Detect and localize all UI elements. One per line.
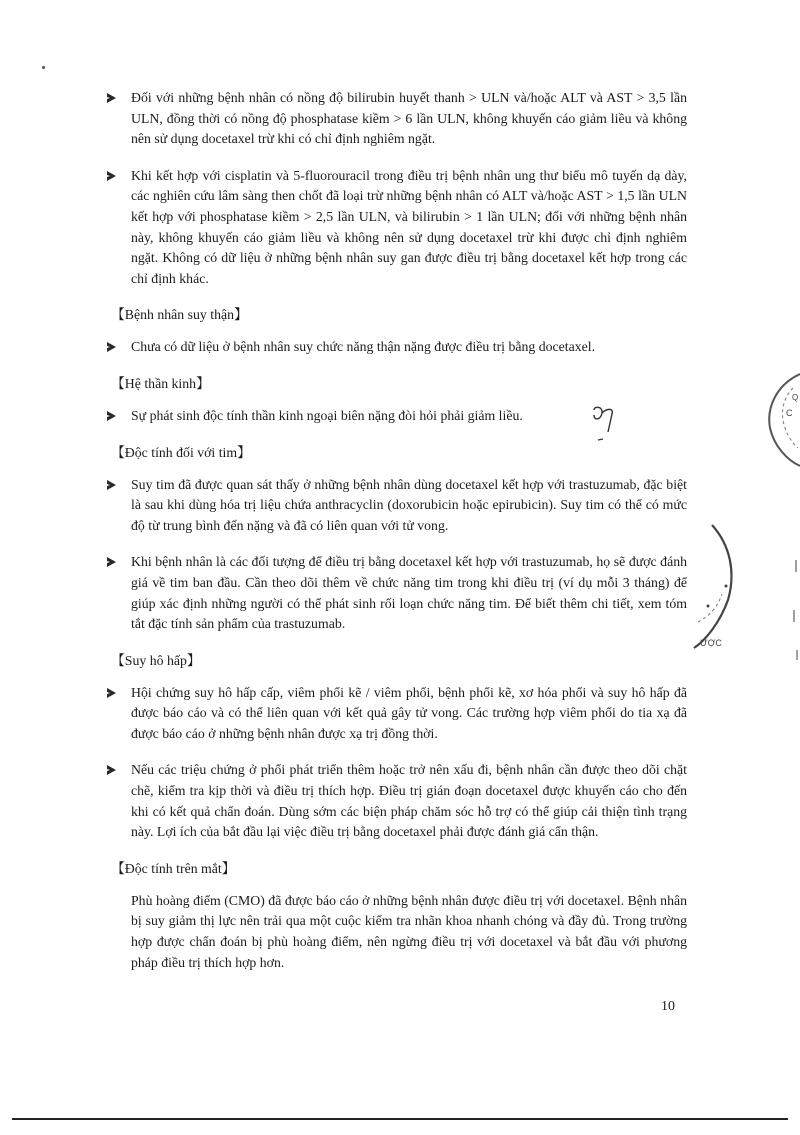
section-heading-respiratory: 【Suy hô hấp】 [111, 652, 201, 668]
section-heading-ocular: 【Độc tính trên mắt】 [111, 860, 236, 876]
bullet-text: Hội chứng suy hô hấp cấp, viêm phổi kẽ / viêm phổi, bệnh phổi kẽ, xơ hóa phổi và suy hô hấp đã được báo cáo và có thể liên quan với kết quả gây tử vong. Các trường hợp viêm phổi do tia xạ đã được báo cáo ở những bệnh nhân được xạ trị đồng thời. [131, 684, 687, 741]
svg-text:ƯỢC: ƯỢC [700, 638, 722, 648]
page-number: 10 [661, 999, 675, 1014]
bullet-item [107, 337, 687, 358]
section-heading-renal: 【Bệnh nhân suy thận】 [111, 307, 248, 323]
page-content [107, 88, 687, 973]
signature-mark-icon [588, 404, 624, 444]
arrow-bullet-icon [107, 93, 116, 103]
bullet-text: Chưa có dữ liệu ở bệnh nhân suy chức năng thận nặng được điều trị bằng docetaxel. [131, 339, 596, 355]
ocular-paragraph [107, 891, 687, 973]
section-heading-cardiac: 【Độc tính đối với tim】 [111, 444, 251, 460]
arrow-bullet-icon [107, 411, 116, 421]
svg-text:Q: Q [792, 393, 799, 402]
bullet-item [107, 88, 687, 150]
partial-seal-stamp-icon [690, 360, 800, 690]
arrow-bullet-icon [107, 342, 116, 352]
footer-divider [12, 1118, 788, 1120]
scan-speck [42, 66, 45, 69]
arrow-bullet-icon [107, 688, 116, 698]
bullet-text: Nếu các triệu chứng ở phổi phát triển thêm hoặc trở nên xấu đi, bệnh nhân cần được theo dõi chặt chẽ, kiểm tra kịp thời và điều trị thích hợp. Điều trị gián đoạn docetaxel được khuyến cáo cho đến khi có kết quả chẩn đoán. Dùng sớm các biện pháp chăm sóc hỗ trợ có thể giúp cải thiện tình trạng này. Lợi ích của bắt đầu lại việc điều trị bằng docetaxel phải được đánh giá cẩn thận. [131, 762, 687, 840]
arrow-bullet-icon [107, 765, 116, 775]
bullet-text: Suy tim đã được quan sát thấy ở những bệnh nhân dùng docetaxel kết hợp với trastuzumab, đặc biệt là sau khi dùng hóa trị liệu chứa anthracyclin (doxorubicin hoặc epirubicin). Suy tim có thể có mức độ từ trung bình đến nặng và đã có liên quan với tử vong. [131, 476, 687, 533]
arrow-bullet-icon [107, 557, 116, 567]
arrow-bullet-icon [107, 171, 116, 181]
bullet-text: Sự phát sinh độc tính thần kinh ngoại biên nặng đòi hỏi phải giảm liều. [131, 407, 523, 423]
bullet-item [107, 475, 687, 537]
svg-text:C: C [786, 408, 793, 418]
bullet-item [107, 760, 687, 842]
bullet-item [107, 683, 687, 745]
section-heading-nervous: 【Hệ thần kinh】 [111, 375, 210, 391]
bullet-text: Đối với những bệnh nhân có nồng độ bilirubin huyết thanh > ULN và/hoặc ALT và AST > 3,5 lần ULN, đồng thời có nồng độ phosphatase kiềm > 6 lần ULN, không khuyến cáo giảm liều và không nên sử dụng docetaxel trừ khi có chỉ định nghiêm ngặt. [131, 90, 687, 147]
bullet-item [107, 552, 687, 634]
bullet-item [107, 166, 687, 290]
bullet-text: Khi kết hợp với cisplatin và 5-fluorouracil trong điều trị bệnh nhân ung thư biểu mô tuyến dạ dày, các nghiên cứu lâm sàng then chốt đã loại trừ những bệnh nhân có ALT và/hoặc AST > 1,5 lần ULN kết hợp với phosphatase kiềm > 2,5 lần ULN, và bilirubin > 1 lần ULN; đối với những bệnh nhân này, không khuyến cáo giảm liều và không nên sử dụng docetaxel trừ khi được chỉ định nghiêm ngặt. Không có dữ liệu ở những bệnh nhân suy gan được điều trị bằng docetaxel kết hợp trong các chỉ định khác. [131, 167, 687, 286]
arrow-bullet-icon [107, 480, 116, 490]
paragraph-text: Phù hoàng điểm (CMO) đã được báo cáo ở những bệnh nhân được điều trị với docetaxel. Bệnh nhân bị suy giảm thị lực nên trải qua một cuộc kiểm tra nhãn khoa nhanh chóng và đầy đủ. Trong trường hợp được chẩn đoán bị phù hoàng điểm, nên ngừng điều trị với docetaxel và bắt đầu với phương pháp điều trị thích hợp hơn. [131, 892, 687, 970]
bullet-text: Khi bệnh nhân là các đối tượng để điều trị bằng docetaxel kết hợp với trastuzumab, họ sẽ được đánh giá về tim ban đầu. Cần theo dõi thêm về chức năng tim trong khi điều trị (ví dụ mỗi 3 tháng) để giúp xác định những người có thể phát sinh rối loạn chức năng tim. Để biết thêm chi tiết, xem tóm tắt đặc tính sản phẩm của trastuzumab. [131, 554, 687, 632]
